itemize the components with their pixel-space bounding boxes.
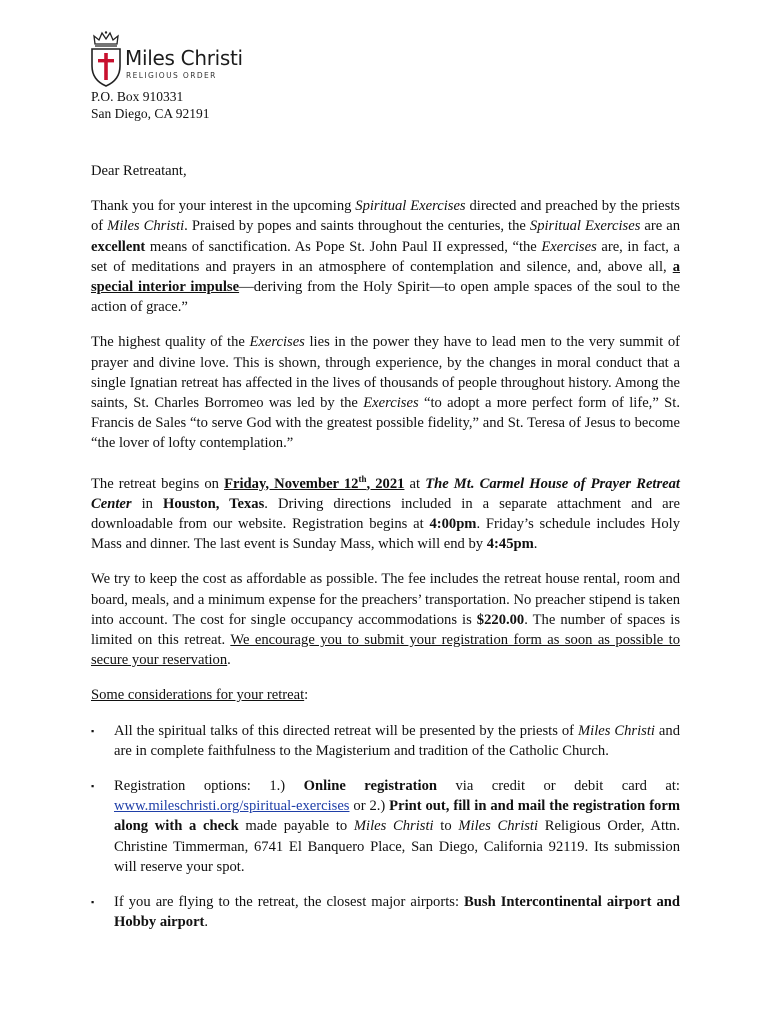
text: are, in fact, a set of meditations and prayers in an atmosphere of contemplation and silence, and, above all, xyxy=(91,238,680,275)
text: made payable to xyxy=(238,818,354,835)
bullet-icon: ▪ xyxy=(91,780,95,791)
logo-subtitle: RELIGIOUS ORDER xyxy=(126,71,217,80)
text: excellent xyxy=(91,238,146,255)
text: “to adopt a more perfect form of life,” St. Francis de Sales “to serve God with the greatest possible fidelity,” and St. Teresa of Jesus to become “the lover of lofty contemplation.” xyxy=(91,395,680,452)
text: 4:00pm xyxy=(429,515,477,532)
text: 4:45pm xyxy=(486,536,534,553)
text: Some considerations for your retreat xyxy=(91,687,305,704)
crest-cross-crown-icon xyxy=(89,30,123,88)
paragraph-cost xyxy=(91,569,680,670)
text: via credit or debit card at: xyxy=(436,777,680,794)
text: Miles Christi xyxy=(458,818,539,835)
text: lies in the power they have to lead men to the very summit of prayer and divine love. This is shown, through experience, by the changes in moral conduct that a single Ignatian retreat has affected in the lives of thousands of people throughout history. Among the saints, St. Charles Borromeo was led by the xyxy=(91,334,680,412)
text: . The number of spaces is limited on this retreat. xyxy=(91,611,680,648)
text: . Praised by popes and saints throughout the centuries, the xyxy=(184,218,530,235)
retreat-date xyxy=(224,473,405,492)
considerations-heading xyxy=(91,685,680,705)
text: All the spiritual talks of this directed retreat will be presented by the priests of xyxy=(114,722,578,739)
list-item xyxy=(91,892,680,932)
paragraph-schedule xyxy=(91,469,680,555)
text: Exercises xyxy=(363,395,419,412)
text: If you are flying to the retreat, the closest major airports: xyxy=(114,893,465,910)
text: . Driving directions included in a separate attachment and are downloadable from our website. Registration begins at xyxy=(91,495,681,532)
text: Online registration xyxy=(303,777,437,794)
text: Exercises xyxy=(541,238,597,255)
text: th xyxy=(358,473,367,484)
text: directed and preached by the priests of xyxy=(91,198,680,235)
text: and are in complete faithfulness to the Magisterium and tradition of the Catholic Church. xyxy=(114,722,680,759)
letter-body xyxy=(91,161,680,947)
text: means of sanctification. As Pope St. John Paul II expressed, “the xyxy=(145,238,542,255)
text: Miles Christi xyxy=(578,722,655,739)
miles-christi-logo xyxy=(89,30,259,88)
text: The highest quality of the xyxy=(91,334,250,351)
text: The retreat begins on xyxy=(91,475,225,492)
text: . xyxy=(533,536,538,553)
address-line-1: P.O. Box 910331 xyxy=(91,89,184,104)
text: . Friday’s schedule includes Holy Mass and dinner. The last event is Sunday Mass, which will end by xyxy=(91,515,680,553)
logo-wordmark: Miles Christi xyxy=(125,46,243,70)
bullet-icon: ▪ xyxy=(91,725,95,736)
bullet-icon: ▪ xyxy=(91,896,95,907)
text: Spiritual Exercises xyxy=(529,218,641,235)
list-item xyxy=(91,776,680,877)
text: a special interior impulse xyxy=(91,258,680,296)
paragraph-intro xyxy=(91,196,680,317)
text: at xyxy=(404,475,426,492)
text: Registration options: 1.) xyxy=(114,777,304,794)
considerations-list xyxy=(91,721,680,933)
list-item xyxy=(91,721,680,761)
registration-link[interactable]: www.mileschristi.org/spiritual-exercises xyxy=(114,798,350,815)
salutation: Dear Retreatant, xyxy=(91,163,187,179)
text: Bush Intercontinental airport and Hobby airport xyxy=(114,893,680,931)
text: Religious Order, Attn. Christine Timmerman, 6741 El Banquero Place, San Diego, California 92119. Its submission will reserve your spot. xyxy=(114,818,680,875)
text: Friday, November 12 xyxy=(224,475,359,492)
text: We try to keep the cost as affordable as possible. The fee includes the retreat house rental, room and board, meals, and a minimum expense for the preachers’ transportation. No preacher stipend is taken into account. The cost for single occupancy accommodations is xyxy=(91,571,680,628)
text: to xyxy=(433,818,459,835)
text: —deriving from the Holy Spirit—to open ample spaces of the soul to the action of grace.” xyxy=(91,279,680,316)
text: : xyxy=(304,687,309,704)
price: $220.00 xyxy=(476,611,525,628)
text: Miles Christi xyxy=(107,218,185,235)
mailing-address xyxy=(91,88,210,122)
text: Thank you for your interest in the upcoming xyxy=(91,198,356,215)
text: in xyxy=(131,495,163,512)
text: Exercises xyxy=(249,334,305,351)
venue: The Mt. Carmel House of Prayer Retreat Center xyxy=(91,475,680,512)
text: Print out, fill in and mail the registration form along with a check xyxy=(114,798,680,835)
text: . xyxy=(204,914,209,931)
text: . xyxy=(227,652,231,669)
text: Miles Christi xyxy=(353,818,434,835)
text: or 2.) xyxy=(349,798,390,815)
address-line-2: San Diego, CA 92191 xyxy=(91,106,210,121)
paragraph-quality xyxy=(91,332,680,453)
text: Spiritual Exercises xyxy=(355,198,466,215)
text: are an xyxy=(640,218,681,235)
city: Houston, Texas xyxy=(162,495,265,512)
text: We encourage you to submit your registration form as soon as possible to secure your reservation xyxy=(91,631,681,669)
text: , 2021 xyxy=(366,475,405,492)
